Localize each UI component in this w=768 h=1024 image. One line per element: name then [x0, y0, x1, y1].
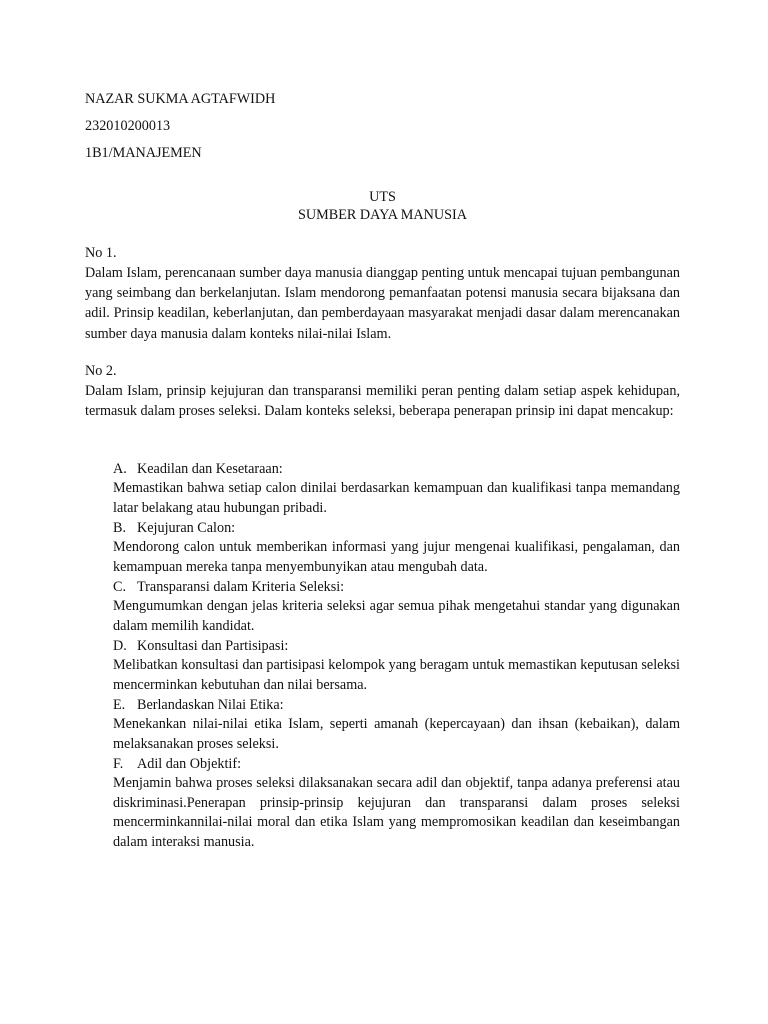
item-letter: E. [113, 697, 126, 713]
item-letter: B. [113, 520, 127, 536]
item-body: Menjamin bahwa proses seleksi dilaksanakan secara adil dan objektif, tanpa adanya preferensi atau diskriminasi.Penerapan prinsip-prinsip kejujuran dan transparansi dalam proses seleksi mencerminkannilai-nilai moral dan etika Islam yang mempromosikan keadilan dan keseimbangan dalam interaksi manusia. [113, 775, 680, 850]
question-1-heading: No 1. [85, 245, 117, 261]
question-2-intro: Dalam Islam, prinsip kejujuran dan transparansi memiliki peran penting dalam setiap aspek kehidupan, termasuk dalam proses seleksi. Dalam konteks seleksi, beberapa penerapan prinsip ini dapat mencakup: [85, 383, 680, 420]
item-body: Menekankan nilai-nilai etika Islam, seperti amanah (kepercayaan) dan ihsan (kebaikan), dalam melaksanakan proses seleksi. [113, 716, 680, 752]
question-2 [85, 361, 680, 421]
item-title: Transparansi dalam Kriteria Seleksi: [137, 579, 345, 595]
list-item-a [113, 459, 680, 518]
list-item-e [113, 695, 680, 754]
item-letter: C. [113, 579, 127, 595]
list-item-d [113, 636, 680, 695]
question-1-answer: Dalam Islam, perencanaan sumber daya manusia dianggap penting untuk mencapai tujuan pembangunan yang seimbang dan berkelanjutan. Islam mendorong pemanfaatan potensi manusia secara bijaksana dan adil. Prinsip keadilan, keberlanjutan, dan pemberdayaan masyarakat menjadi dasar dalam merencanakan sumber daya manusia dalam konteks nilai-nilai Islam. [85, 265, 680, 342]
item-title: Berlandaskan Nilai Etika: [137, 697, 284, 713]
student-class: 1B1/MANAJEMEN [85, 145, 202, 161]
item-title: Kejujuran Calon: [137, 520, 236, 536]
item-title: Keadilan dan Kesetaraan: [137, 461, 283, 477]
list-item-f [113, 754, 680, 852]
item-letter: A. [113, 461, 127, 477]
principles-list [113, 459, 680, 852]
item-title: Adil dan Objektif: [137, 756, 242, 772]
question-2-heading: No 2. [85, 363, 117, 379]
item-body: Mendorong calon untuk memberikan informasi yang jujur mengenai kualifikasi, pengalaman, dan kemampuan mereka tanpa menyembunyikan atau mengubah data. [113, 539, 680, 575]
student-id: 232010200013 [85, 118, 171, 134]
list-item-b [113, 518, 680, 577]
item-letter: D. [113, 638, 127, 654]
doc-subtitle: SUMBER DAYA MANUSIA [298, 207, 467, 223]
student-name: NAZAR SUKMA AGTAFWIDH [85, 91, 276, 107]
question-1 [85, 243, 680, 344]
item-body: Mengumumkan dengan jelas kriteria seleksi agar semua pihak mengetahui standar yang digunakan dalam memilih kandidat. [113, 598, 680, 634]
item-letter: F. [113, 756, 124, 772]
item-body: Melibatkan konsultasi dan partisipasi kelompok yang beragam untuk memastikan keputusan seleksi mencerminkan kebutuhan dan nilai bersama. [113, 657, 680, 693]
item-body: Memastikan bahwa setiap calon dinilai berdasarkan kemampuan dan kualifikasi tanpa memandang latar belakang atau hubungan pribadi. [113, 480, 680, 516]
list-item-c [113, 577, 680, 636]
item-title: Konsultasi dan Partisipasi: [137, 638, 289, 654]
doc-title: UTS [369, 189, 396, 205]
